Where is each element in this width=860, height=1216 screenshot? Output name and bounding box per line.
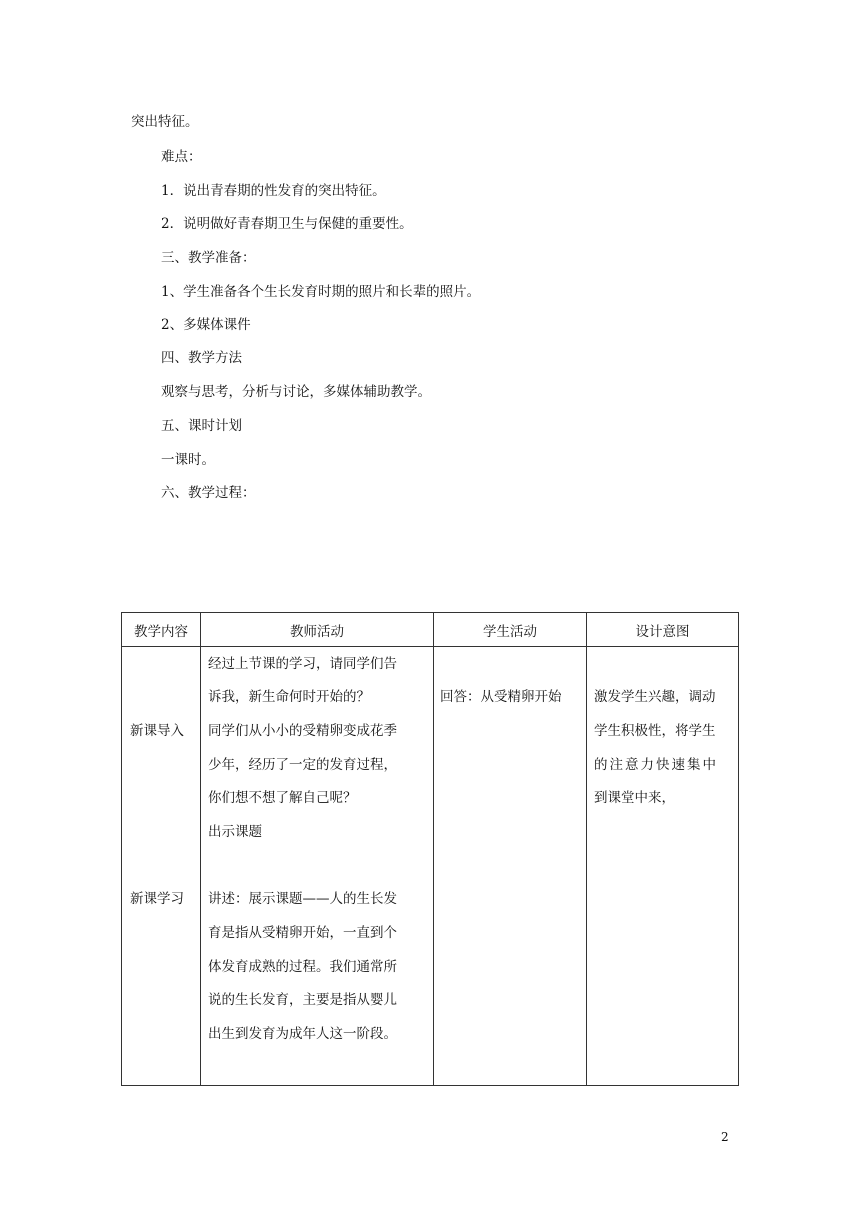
teacher-line: 诉我，新生命何时开始的？: [208, 689, 370, 705]
body-line: 三、教学准备：: [161, 250, 256, 266]
teacher-line: 说的生长发育，主要是指从婴儿: [208, 992, 397, 1008]
intent-line: 学生积极性，将学生: [594, 723, 716, 739]
teacher-line: 体发育成熟的过程。我们通常所: [208, 959, 397, 975]
intent-line: 激发学生兴趣，调动: [594, 689, 716, 705]
teacher-line: 经过上节课的学习，请同学们告: [208, 656, 397, 672]
teacher-line: 少年，经历了一定的发育过程，: [208, 757, 397, 773]
student-cell: [434, 647, 587, 1086]
table-row: [122, 647, 739, 1086]
body-line: 2、多媒体课件: [161, 317, 251, 333]
body-line: 难点：: [161, 149, 202, 165]
teacher-line: 出示课题: [208, 824, 262, 840]
body-line: 六、教学过程：: [161, 485, 256, 501]
teacher-line: 出生到发育为成年人这一阶段。: [208, 1026, 397, 1042]
content-cell: [122, 647, 201, 1086]
table-header-row: [122, 613, 739, 647]
content-label: 新课导入: [130, 723, 184, 739]
teacher-line: 你们想不想了解自己呢？: [208, 790, 357, 806]
body-line: 四、教学方法: [161, 350, 242, 366]
body-line: 1．说出青春期的性发育的突出特征。: [161, 183, 386, 199]
body-line: 2．说明做好青春期卫生与保健的重要性。: [161, 216, 413, 232]
body-line: 一课时。: [161, 452, 215, 468]
header-cell: 设计意图: [587, 613, 739, 647]
body-line: 观察与思考，分析与讨论，多媒体辅助教学。: [161, 384, 431, 400]
body-line: 突出特征。: [131, 114, 199, 130]
teacher-line: 讲述：展示课题——人的生长发: [208, 891, 397, 907]
teacher-line: 同学们从小小的受精卵变成花季: [208, 723, 397, 739]
content-label: 新课学习: [130, 891, 184, 907]
body-line: 五、课时计划: [161, 418, 242, 434]
intent-line: 的注意力快速集中: [594, 757, 718, 773]
student-line: 回答：从受精卵开始: [440, 689, 562, 705]
teacher-line: 育是指从受精卵开始，一直到个: [208, 925, 397, 941]
intent-cell: [587, 647, 739, 1086]
lesson-table: [121, 612, 739, 1086]
intent-line: 到课堂中来，: [594, 790, 675, 806]
header-cell: 学生活动: [434, 613, 587, 647]
header-cell: 教师活动: [201, 613, 434, 647]
header-cell: 教学内容: [122, 613, 201, 647]
body-line: 1、学生准备各个生长发育时期的照片和长辈的照片。: [161, 284, 481, 300]
teacher-cell: [201, 647, 434, 1086]
page-number: 2: [721, 1130, 729, 1144]
